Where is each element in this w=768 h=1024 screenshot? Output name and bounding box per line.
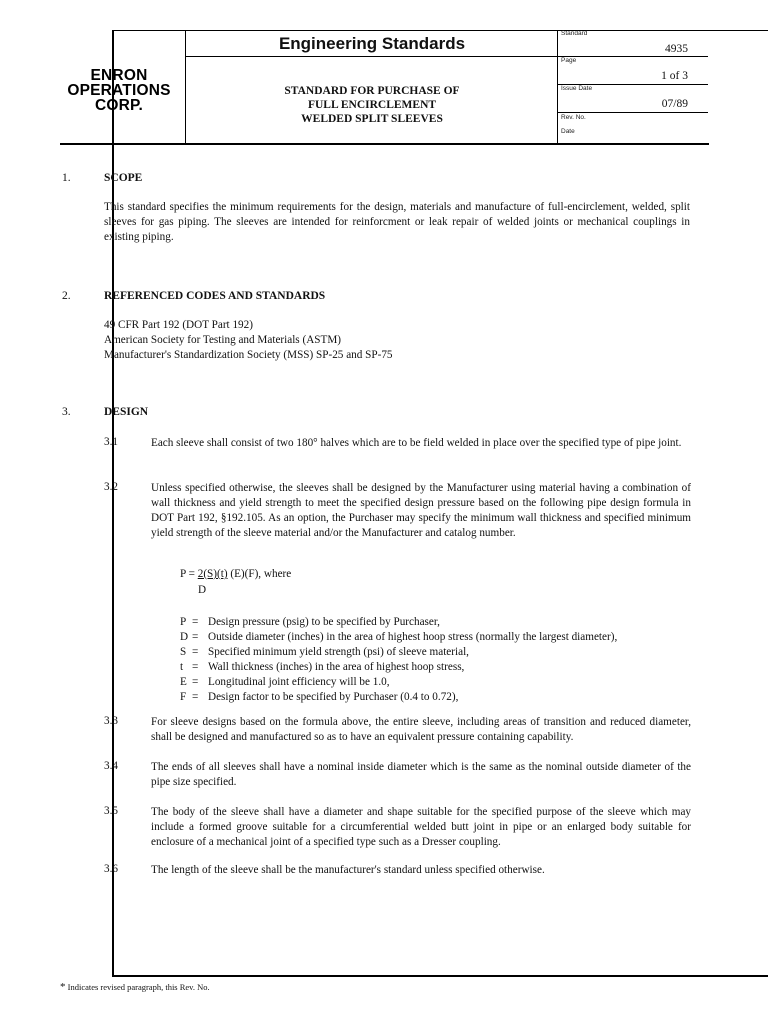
standard-value: 4935 <box>665 43 688 55</box>
reference-item: 49 CFR Part 192 (DOT Part 192) <box>104 319 253 331</box>
bottom-frame-rule <box>112 975 768 977</box>
definition-symbol: t <box>180 661 184 673</box>
definition-symbol: F <box>180 691 187 703</box>
section-1-number: 1. <box>62 172 71 184</box>
paragraph-3-1-text: Each sleeve shall consist of two 180° halves which are to be field welded in place over the specified type of pipe joint. <box>151 437 682 449</box>
definition-text: Wall thickness (inches) in the area of highest hoop stress, <box>208 661 465 673</box>
paragraph-3-5-number: 3.5 <box>104 805 118 817</box>
design-formula <box>180 567 291 582</box>
footnote-asterisk: * <box>60 981 66 993</box>
paragraph-3-4-text: The ends of all sleeves shall have a nominal inside diameter which is the same as the nominal outside diameter of the pipe size specified. <box>151 761 691 788</box>
definition-row: F = Design factor to be specified by Purchaser (0.4 to 0.72), <box>180 691 459 703</box>
paragraph-3-2-number: 3.2 <box>104 481 118 493</box>
logo-line-1: ENRON <box>90 67 148 84</box>
definition-text: Longitudinal joint efficiency will be 1.0, <box>208 676 390 688</box>
paragraph-3-5-text: The body of the sleeve shall have a diameter and shape suitable for the specified purpose of the sleeve which may include a formed groove suitable for a circumferential welded butt joint in pipe or an enlarged body suitable for enclosure of a mechanical joint of a specified type such as a Dresser coupling. <box>151 806 691 848</box>
rev-no-label: Rev. No. <box>561 114 586 121</box>
paragraph-3-2-text: Unless specified otherwise, the sleeves shall be designed by the Manufacturer using material having a combination of wall thickness and yield strength to meet the specified design pressure based on the following pipe design formula in DOT Part 192, §192.105. As an option, the Purchaser may specify the minimum wall thickness and specified minimum yield strength of the sleeve material and/or the Manufacturer and catalog number. <box>151 482 691 539</box>
revision-footnote <box>60 981 210 993</box>
paragraph-3-1-number: 3.1 <box>104 436 118 448</box>
definition-symbol: P <box>180 616 187 628</box>
definition-text: Specified minimum yield strength (psi) of sleeve material, <box>208 646 469 658</box>
section-2-title: REFERENCED CODES AND STANDARDS <box>104 290 326 302</box>
definition-row: S = Specified minimum yield strength (psi) of sleeve material, <box>180 646 469 658</box>
company-logo <box>62 68 176 113</box>
paragraph-3-3-text: For sleeve designs based on the formula above, the entire sleeve, including areas of transition and reduced diameter, shall be designed and manufactured so as to have an equivalent pressure containing capability. <box>151 716 691 743</box>
reference-item: Manufacturer's Standardization Society (MSS) SP-25 and SP-75 <box>104 349 393 361</box>
issue-date-label: Issue Date <box>561 85 593 92</box>
footnote-text: Indicates revised paragraph, this Rev. No. <box>67 982 210 992</box>
section-2-number: 2. <box>62 290 71 302</box>
definition-row: t = Wall thickness (inches) in the area of highest hoop stress, <box>180 661 465 673</box>
formula-numerator: 2(S)(t) <box>197 568 228 580</box>
header-top-rule <box>112 30 768 31</box>
page-title: Engineering Standards <box>278 34 466 53</box>
reference-list <box>104 318 690 363</box>
issue-date-value: 07/89 <box>661 98 688 110</box>
page-label: Page <box>561 57 577 64</box>
title-underline-rule <box>186 56 558 57</box>
formula-lhs: P = <box>180 568 198 580</box>
definition-row: D = Outside diameter (inches) in the area of highest hoop stress (normally the largest diameter), <box>180 631 618 643</box>
paragraph-3-3-number: 3.3 <box>104 715 118 727</box>
definition-row: E = Longitudinal joint efficiency will be 1.0, <box>180 676 390 688</box>
formula-rest: (E)(F), where <box>227 568 292 580</box>
definition-symbol: D <box>180 631 189 643</box>
definition-symbol: E <box>180 676 187 688</box>
section-3-title: DESIGN <box>104 406 149 418</box>
document-subtitle <box>186 84 558 126</box>
section-3-number: 3. <box>62 406 71 418</box>
paragraph-3-6-number: 3.6 <box>104 863 118 875</box>
definition-row: P = Design pressure (psig) to be specified by Purchaser, <box>180 616 440 628</box>
definition-text: Design pressure (psig) to be specified by Purchaser, <box>208 616 440 628</box>
date-label: Date <box>561 128 575 135</box>
formula-definitions <box>180 615 617 705</box>
page-value: 1 of 3 <box>661 70 688 82</box>
subtitle-line-3: WELDED SPLIT SLEEVES <box>301 113 443 125</box>
section-1-title: SCOPE <box>104 172 143 184</box>
definition-text: Design factor to be specified by Purchaser (0.4 to 0.72), <box>208 691 459 703</box>
standard-box-rule <box>558 56 708 57</box>
header-bottom-rule <box>60 143 709 145</box>
definition-text: Outside diameter (inches) in the area of highest hoop stress (normally the largest diameter), <box>208 631 618 643</box>
logo-line-2: OPERATIONS <box>67 82 171 99</box>
subtitle-line-1: STANDARD FOR PURCHASE OF <box>284 85 460 97</box>
formula-denominator: D <box>198 584 207 596</box>
definition-symbol: S <box>180 646 187 658</box>
section-1-text: This standard specifies the minimum requirements for the design, materials and manufacture of full-encirclement, welded, split sleeves for gas piping. The sleeves are intended for reinforcment or leak repair of welded joints or mechanical couplings in existing piping. <box>104 201 690 243</box>
subtitle-line-2: FULL ENCIRCLEMENT <box>307 99 437 111</box>
paragraph-3-6-text: The length of the sleeve shall be the manufacturer's standard unless specified otherwise. <box>151 864 545 876</box>
issue-box-rule <box>558 112 708 113</box>
reference-item: American Society for Testing and Materials (ASTM) <box>104 334 341 346</box>
logo-line-3: CORP. <box>94 97 144 114</box>
paragraph-3-4-number: 3.4 <box>104 760 118 772</box>
standard-label: Standard <box>561 30 588 37</box>
